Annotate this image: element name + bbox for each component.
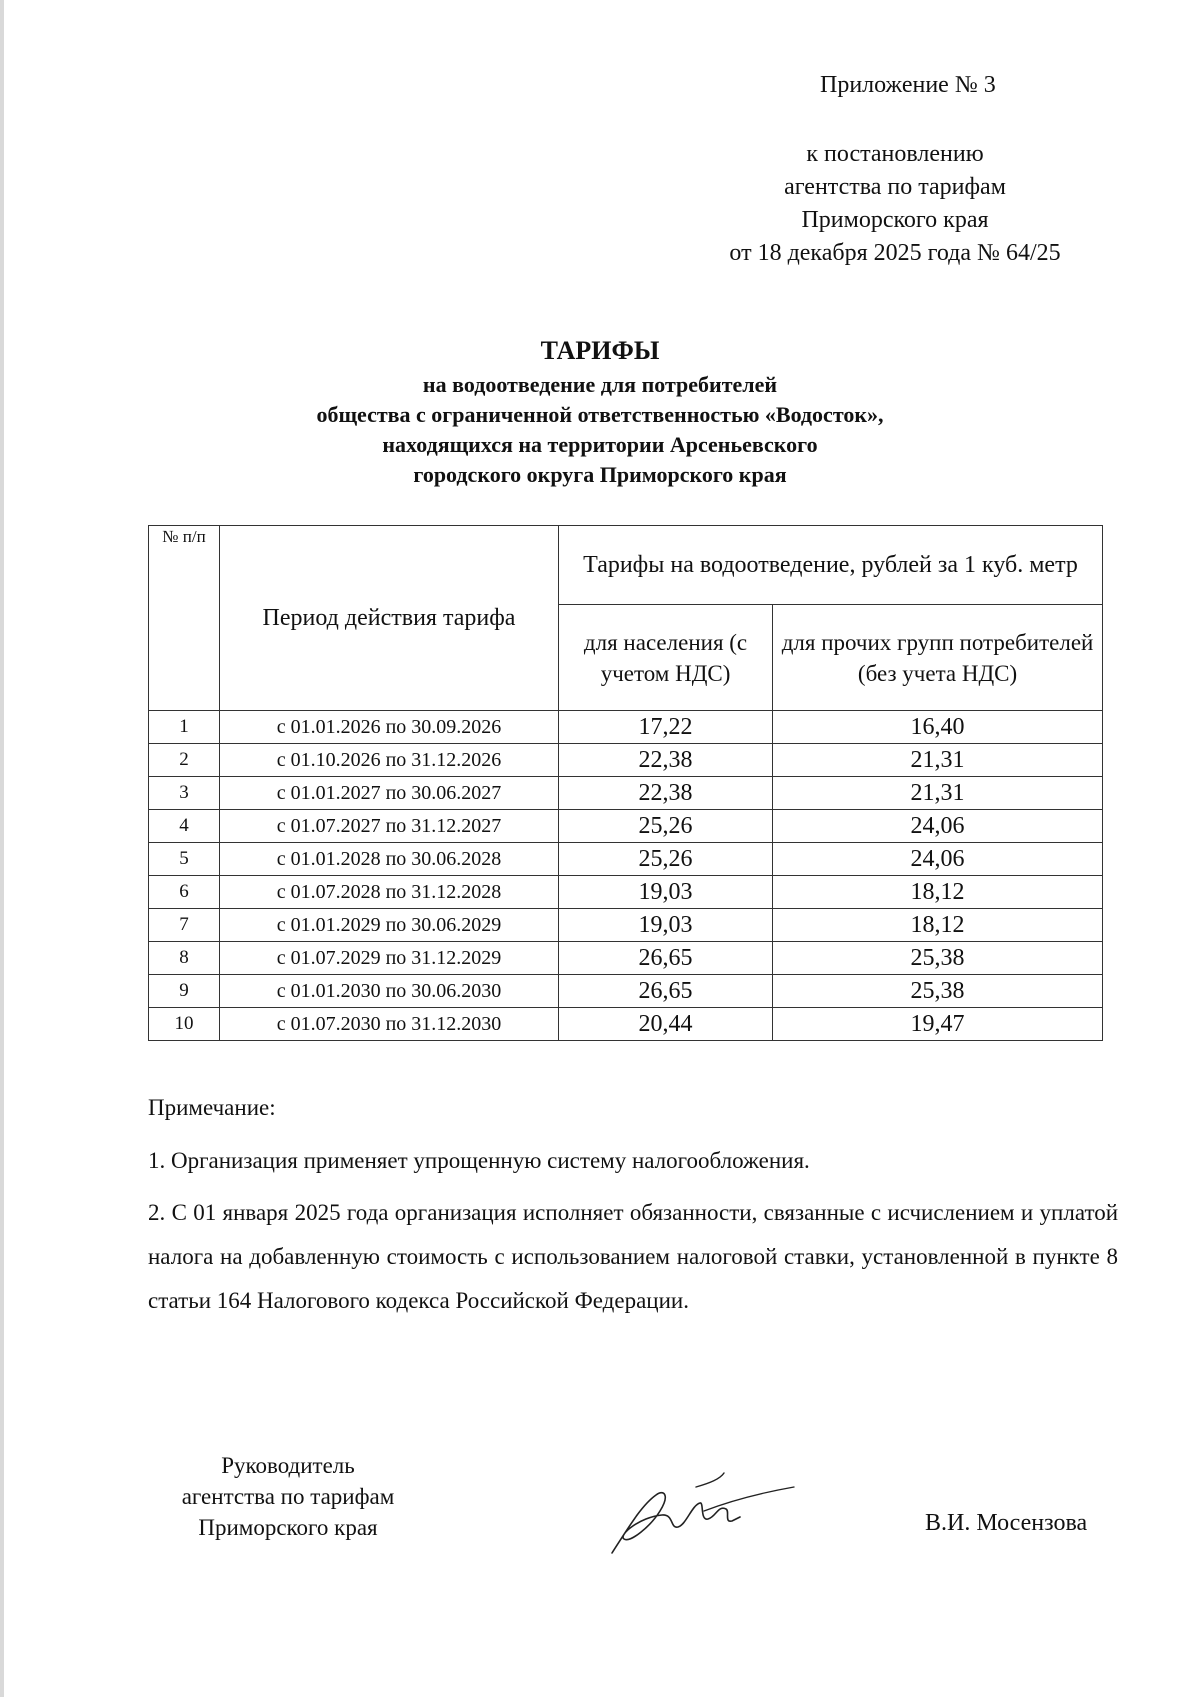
- row-population-tariff: 25,26: [559, 843, 773, 876]
- table-row: [149, 909, 1103, 942]
- table-row: [149, 942, 1103, 975]
- row-number: 8: [149, 942, 220, 975]
- row-period: с 01.07.2029 по 31.12.2029: [220, 942, 559, 975]
- row-period: с 01.01.2026 по 30.09.2026: [220, 711, 559, 744]
- row-other-tariff: 25,38: [773, 975, 1103, 1008]
- row-period: с 01.01.2027 по 30.06.2027: [220, 777, 559, 810]
- notes-section: [148, 1095, 1118, 1331]
- row-period: с 01.01.2028 по 30.06.2028: [220, 843, 559, 876]
- row-period: с 01.10.2026 по 31.12.2026: [220, 744, 559, 777]
- decree-reference: [660, 138, 1130, 270]
- row-other-tariff: 18,12: [773, 909, 1103, 942]
- row-number: 1: [149, 711, 220, 744]
- title-main: ТАРИФЫ: [540, 336, 660, 365]
- header-period: Период действия тарифа: [220, 526, 559, 711]
- row-period: с 01.07.2027 по 31.12.2027: [220, 810, 559, 843]
- note-item: 1. Организация применяет упрощенную систему налогообложения.: [148, 1148, 810, 1173]
- row-population-tariff: 25,26: [559, 810, 773, 843]
- row-other-tariff: 21,31: [773, 744, 1103, 777]
- row-population-tariff: 26,65: [559, 942, 773, 975]
- signer-position-line: Приморского края: [198, 1515, 378, 1540]
- notes-title: Примечание:: [148, 1095, 276, 1120]
- table-row: [149, 876, 1103, 909]
- table-row: [149, 744, 1103, 777]
- table-row: [149, 843, 1103, 876]
- header-other-groups: для прочих групп потребителей (без учета НДС): [773, 605, 1103, 711]
- row-other-tariff: 25,38: [773, 942, 1103, 975]
- row-number: 6: [149, 876, 220, 909]
- row-number: 4: [149, 810, 220, 843]
- row-population-tariff: 19,03: [559, 909, 773, 942]
- row-period: с 01.07.2030 по 31.12.2030: [220, 1008, 559, 1041]
- appendix-label: Приложение № 3: [820, 72, 996, 98]
- title-line: находящихся на территории Арсеньевского: [382, 432, 818, 457]
- tariff-table: [148, 525, 1103, 1041]
- table-row: [149, 810, 1103, 843]
- row-population-tariff: 17,22: [559, 711, 773, 744]
- row-period: с 01.01.2030 по 30.06.2030: [220, 975, 559, 1008]
- decree-line: агентства по тарифам: [784, 174, 1006, 200]
- row-other-tariff: 24,06: [773, 843, 1103, 876]
- signer-name: В.И. Мосензова: [925, 1510, 1088, 1536]
- note-item: 2. С 01 января 2025 года организация исполняет обязанности, связанные с исчислением и уплатой налога на добавленную стоимость с использованием налоговой ставки, установленной в пункте 8 статьи 164 Налогового кодекса Российской Федерации.: [148, 1200, 1118, 1313]
- title-line: общества с ограниченной ответственностью «Водосток»,: [316, 402, 884, 427]
- header-tariff-group: Тарифы на водоотведение, рублей за 1 куб. метр: [559, 526, 1103, 605]
- row-population-tariff: 20,44: [559, 1008, 773, 1041]
- row-population-tariff: 19,03: [559, 876, 773, 909]
- row-number: 3: [149, 777, 220, 810]
- row-population-tariff: 22,38: [559, 777, 773, 810]
- signer-position-line: агентства по тарифам: [181, 1484, 395, 1509]
- row-other-tariff: 19,47: [773, 1008, 1103, 1041]
- table-row: [149, 777, 1103, 810]
- row-number: 9: [149, 975, 220, 1008]
- decree-line: Приморского края: [801, 207, 989, 233]
- row-other-tariff: 18,12: [773, 876, 1103, 909]
- row-number: 10: [149, 1008, 220, 1041]
- row-population-tariff: 22,38: [559, 744, 773, 777]
- row-number: 2: [149, 744, 220, 777]
- header-number: № п/п: [149, 526, 220, 711]
- scan-edge: [0, 0, 4, 1697]
- decree-line: от 18 декабря 2025 года № 64/25: [729, 240, 1061, 266]
- document-title: [150, 332, 1050, 490]
- title-line: городского округа Приморского края: [413, 462, 787, 487]
- table-row: [149, 975, 1103, 1008]
- row-period: с 01.01.2029 по 30.06.2029: [220, 909, 559, 942]
- signer-position-line: Руководитель: [221, 1453, 355, 1478]
- row-number: 5: [149, 843, 220, 876]
- table-row: [149, 711, 1103, 744]
- title-line: на водоотведение для потребителей: [422, 372, 778, 397]
- decree-line: к постановлению: [806, 141, 984, 167]
- row-population-tariff: 26,65: [559, 975, 773, 1008]
- row-other-tariff: 21,31: [773, 777, 1103, 810]
- row-period: с 01.07.2028 по 31.12.2028: [220, 876, 559, 909]
- header-population: для населения (с учетом НДС): [559, 605, 773, 711]
- table-row: [149, 1008, 1103, 1041]
- row-other-tariff: 24,06: [773, 810, 1103, 843]
- row-number: 7: [149, 909, 220, 942]
- row-other-tariff: 16,40: [773, 711, 1103, 744]
- signer-position: [148, 1450, 428, 1543]
- handwritten-signature: [600, 1465, 800, 1565]
